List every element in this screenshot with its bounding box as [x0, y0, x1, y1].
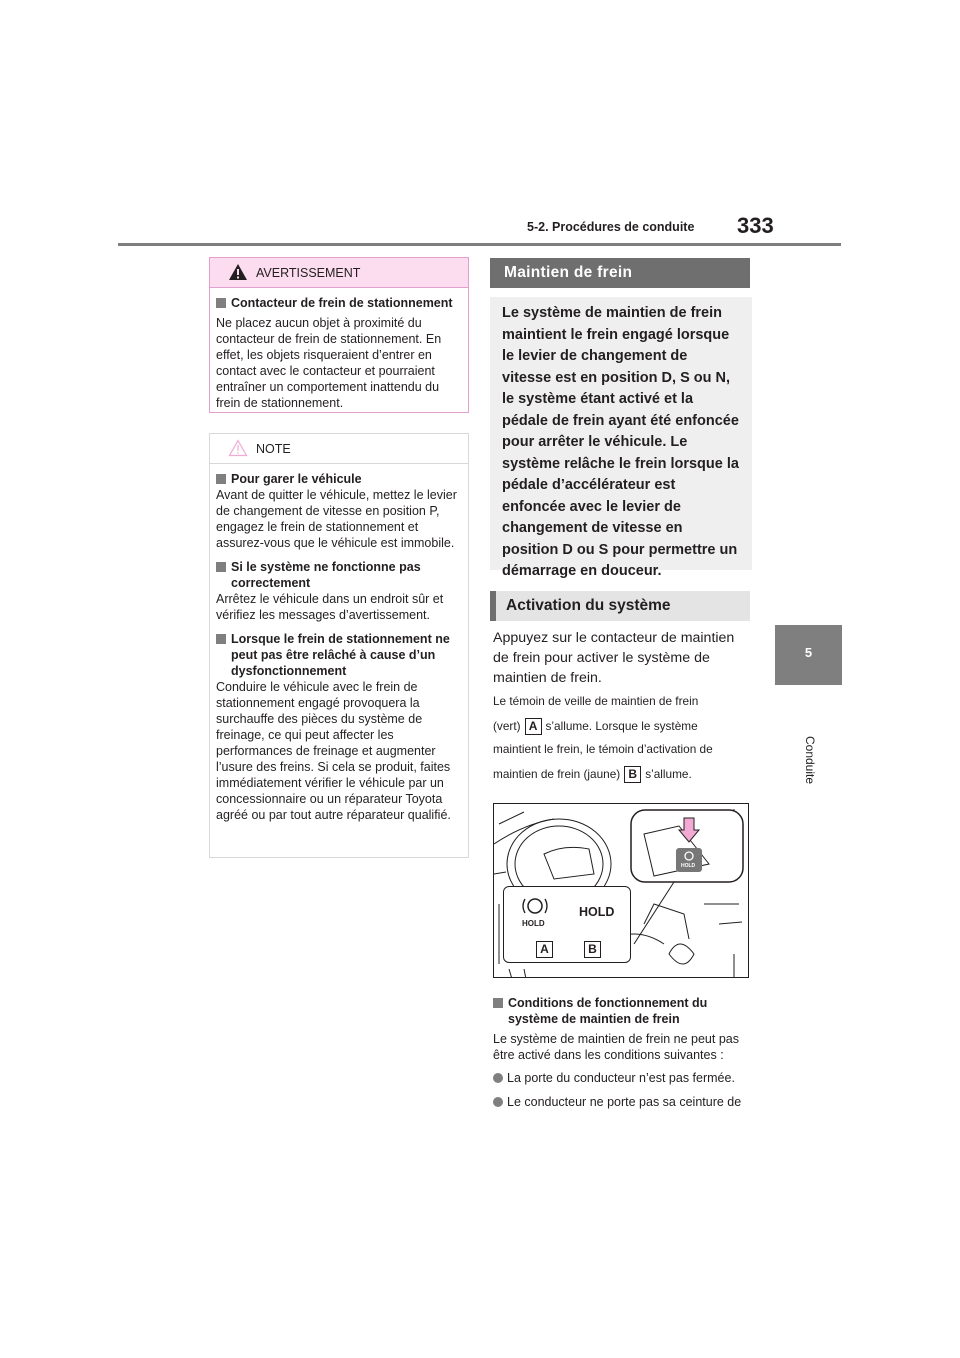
brake-hold-indicator-icon — [520, 895, 550, 917]
hold-switch-illustration — [493, 803, 749, 978]
callout-a: A — [525, 718, 542, 735]
square-bullet-icon — [216, 634, 226, 644]
subsection-title: Activation du système — [490, 591, 750, 621]
running-header-section: 5-2. Procédures de conduite — [527, 220, 695, 234]
header-rule — [118, 243, 841, 246]
activation-text: Appuyez sur le contacteur de maintien de frein pour activer le système de maintien de frein. — [493, 630, 735, 686]
note-text-1: Avant de quitter le véhicule, mettez le levier de changement de vitesse en position P, engagez le frein de stationnement et assurez-vous que le véhicule est immobile. — [216, 488, 457, 550]
note-box — [209, 433, 469, 858]
hold-switch-label: HOLD — [681, 863, 696, 869]
indicator-line-1: Le témoin de veille de maintien de frein — [493, 694, 699, 708]
hold-indicator-small-text: HOLD — [522, 919, 545, 928]
chapter-label-text: Conduite — [802, 735, 817, 785]
note-text-2: Arrêtez le véhicule dans un endroit sûr et vérifiez les messages d’avertissement. — [216, 592, 444, 622]
callout-b: B — [624, 766, 641, 783]
indicator-inset — [503, 886, 631, 963]
square-bullet-icon — [216, 298, 226, 308]
warning-header — [210, 258, 468, 288]
note-text-3: Conduire le véhicule avec le frein de stationnement engagé provoquera la surchauffe des pièces du système de freinage, ce qui peut affecter les performances de freinage et augmenter l’usure des freins. Si cela se produit, faites immédiatement vérifier le véhicule par un concessionnaire ou un réparateur Toyota agréé ou par tout autre réparateur qualifié. — [216, 680, 451, 822]
conditions-title: Conditions de fonctionnement du système de maintien de frein — [493, 995, 749, 1027]
note-subtitle-3: Lorsque le frein de stationnement ne peut pas être relâché à cause d’un dysfonctionnement — [216, 631, 462, 679]
indicator-line-4: maintien de frein (jaune) B s’allume. — [493, 767, 692, 781]
square-bullet-icon — [493, 998, 503, 1008]
square-bullet-icon — [216, 474, 226, 484]
square-bullet-icon — [216, 562, 226, 572]
figure-callout-b: B — [584, 941, 601, 958]
warning-text: Ne placez aucun objet à proximité du contacteur de frein de stationnement. En effet, les objets risqueraient d’entrer en contact avec le contacteur et pourraient entraîner un comportement inattendu du frein de stationnement. — [216, 316, 442, 410]
note-subtitle-1: Pour garer le véhicule — [216, 471, 462, 487]
indicator-line-2: (vert) A s’allume. Lorsque le système — [493, 719, 698, 733]
conditions-text: Le système de maintien de frein ne peut pas être activé dans les conditions suivantes : — [493, 1032, 739, 1062]
condition-item: Le conducteur ne porte pas sa ceinture de — [493, 1094, 749, 1110]
note-subtitle-2: Si le système ne fonctionne pas correctement — [216, 559, 462, 591]
chapter-tab: 5 — [775, 625, 842, 685]
hold-indicator-large-text: HOLD — [579, 905, 615, 919]
page-number: 333 — [737, 213, 774, 238]
note-title: NOTE — [256, 441, 291, 456]
note-header — [210, 434, 468, 464]
caution-triangle-outline-icon — [228, 439, 248, 457]
warning-box — [209, 257, 469, 413]
warning-subtitle: Contacteur de frein de stationnement — [216, 295, 462, 311]
warning-triangle-icon — [228, 263, 248, 281]
intro-text: Le système de maintien de frein maintient le frein engagé lorsque le levier de changement de vitesse est en position D, S ou N, le système étant activé et la pédale de frein ayant été enfoncée pour arrêter le véhicule. Le système relâche le frein lorsque la pédale d’accélérateur est enfoncée avec le levier de changement de vitesse en position D ou S pour permettre un démarrage en douceur. — [490, 297, 752, 570]
warning-title: AVERTISSEMENT — [256, 265, 361, 280]
section-title: Maintien de frein — [490, 258, 750, 288]
chapter-label — [770, 720, 850, 800]
figure-callout-a: A — [536, 941, 553, 958]
condition-item: La porte du conducteur n’est pas fermée. — [493, 1070, 749, 1086]
indicator-line-3: maintient le frein, le témoin d’activation de — [493, 742, 713, 756]
round-bullet-icon — [493, 1073, 503, 1083]
round-bullet-icon — [493, 1097, 503, 1107]
